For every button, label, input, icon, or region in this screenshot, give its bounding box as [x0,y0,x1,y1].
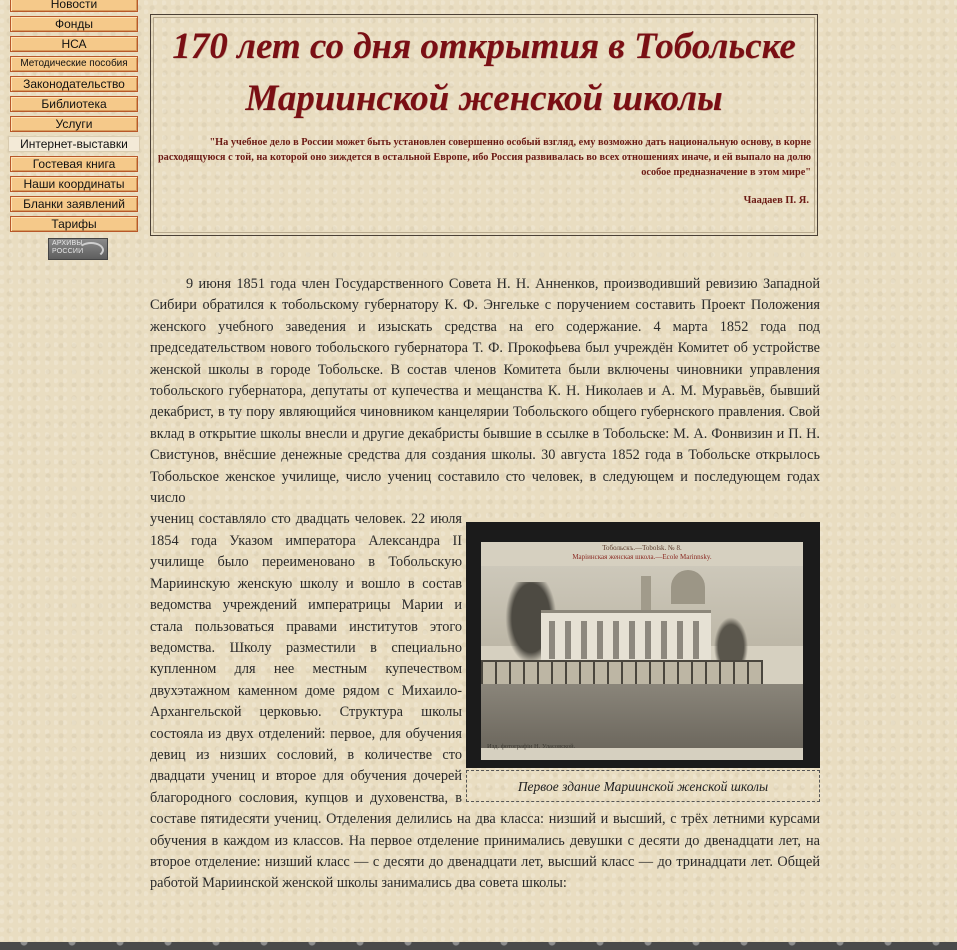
page-title-line-2: Мариинской женской школы [245,78,723,119]
nav-item-methodical-guides[interactable]: Методические пособия [10,56,138,72]
postcard-image [481,542,803,760]
sidebar-nav [10,0,138,236]
article-paragraph-2: учениц составляло сто двадцать человек. 22 июля 1854 года Указом императора Александра II училище было переименовано в Тобольскую Мариинскую женскую школу и вошло в состав ведомства учреждений императрицы Марии и стала пользоваться правами институтов этого ведомства. Школу разместили в специально купленном для нее местным купечеством двухэтажном каменном доме рядом с Михаило-Архангельской церковью. Структура школы состояла из двух отделений: первое, для обучения девиц из низших сословий, в количестве сто двадцати учениц и второе для обучения дочерей благородного сословия, купцов и духовенства, в составе пятидесяти учениц. Отделения делились на два класса: низший и высший, с трёх летними курсами обучения в каждом из классов. На первое отделение принимались девушки с десяти до двенадцати лет, на второе отделение: низший класс — с десяти до двенадцати лет, высший класс — до тринадцати лет. Общей работой Мариинской женской школы занимались два совета школы: [150,511,820,892]
postcard-subtitle: Маріинская женская школа.—Ecole Marinnsky. [572,553,712,562]
nav-item-legislation[interactable]: Законодательство [10,76,138,92]
postcard-footer: Изд. фотографіи Н. Уласовской. [487,743,576,751]
article-body [150,274,820,895]
church-dome-shape [671,570,705,604]
archives-of-russia-logo[interactable] [48,238,108,260]
fence-shape [481,660,763,686]
nav-item-library[interactable]: Библиотека [10,96,138,112]
archives-logo-text: АРХИВЫ РОССИИ [52,240,84,255]
epigraph-author: Чаадаев П. Я. [743,195,809,206]
article-figure [466,522,820,802]
bottom-toolbar [0,942,957,950]
postcard-title: Тобольскъ.—Tobolsk. № 8. [602,544,682,553]
school-building-photo[interactable] [466,522,820,768]
postcard-caption [481,544,803,562]
nav-item-funds[interactable]: Фонды [10,16,138,32]
figure-caption: Первое здание Мариинской женской школы [466,770,820,802]
epigraph-quote: "На учебное дело в России может быть установлен совершенно особый взгляд, ему возможно дать национальную основу, в корне расходящуюся с той, на которой оно зиждется в остальной Европе, ибо Россия развивалась во всех отношениях иначе, и ей выпало на долю особое предназначение в этом мире" [157,137,811,178]
article-paragraph-1: 9 июня 1851 года член Государственного Совета Н. Н. Анненков, производивший ревизию Западной Сибири обратился к тобольскому губернатору К. Ф. Энгельке с поручением составить Проект Положения женского учебного заведения и изыскать средства на его содержание. 4 марта 1852 года под председательством нового тобольского губернатора Т. Ф. Прокофьева был учреждён Комитет об устройстве женской школы в городе Тобольске. В состав членов Комитета были включены чиновники управления тобольского губернатора, депутаты от купечества и мещанства К. Н. Николаев и А. М. Муравьёв, бывший декабрист, в ту пору являющийся чиновником канцелярии Тобольского общего губернского правления. Свой вклад в открытие школы внесли и другие декабристы бывшие в ссылке в Тобольске: М. А. Фонвизин и П. Н. Свистунов, внёсшие денежные средства для создания школы. 30 августа 1852 года в Тобольске открылось Тобольское женское училище, число учениц составило сто человек, в следующем и последующем годах число [150,276,820,507]
archives-logo-swirl-icon [78,242,104,258]
nav-item-services[interactable]: Услуги [10,116,138,132]
nav-item-application-forms[interactable]: Бланки заявлений [10,196,138,212]
page-title-line-1: 170 лет со дня открытия в Тобольске [172,26,796,67]
nav-item-guestbook[interactable]: Гостевая книга [10,156,138,172]
nav-item-tariffs[interactable]: Тарифы [10,216,138,232]
nav-item-contacts[interactable]: Наши координаты [10,176,138,192]
nav-item-nsa[interactable]: НСА [10,36,138,52]
exhibition-header [150,14,818,236]
nav-item-news[interactable]: Новости [10,0,138,12]
nav-item-online-exhibitions[interactable]: Интернет-выставки [8,136,140,152]
